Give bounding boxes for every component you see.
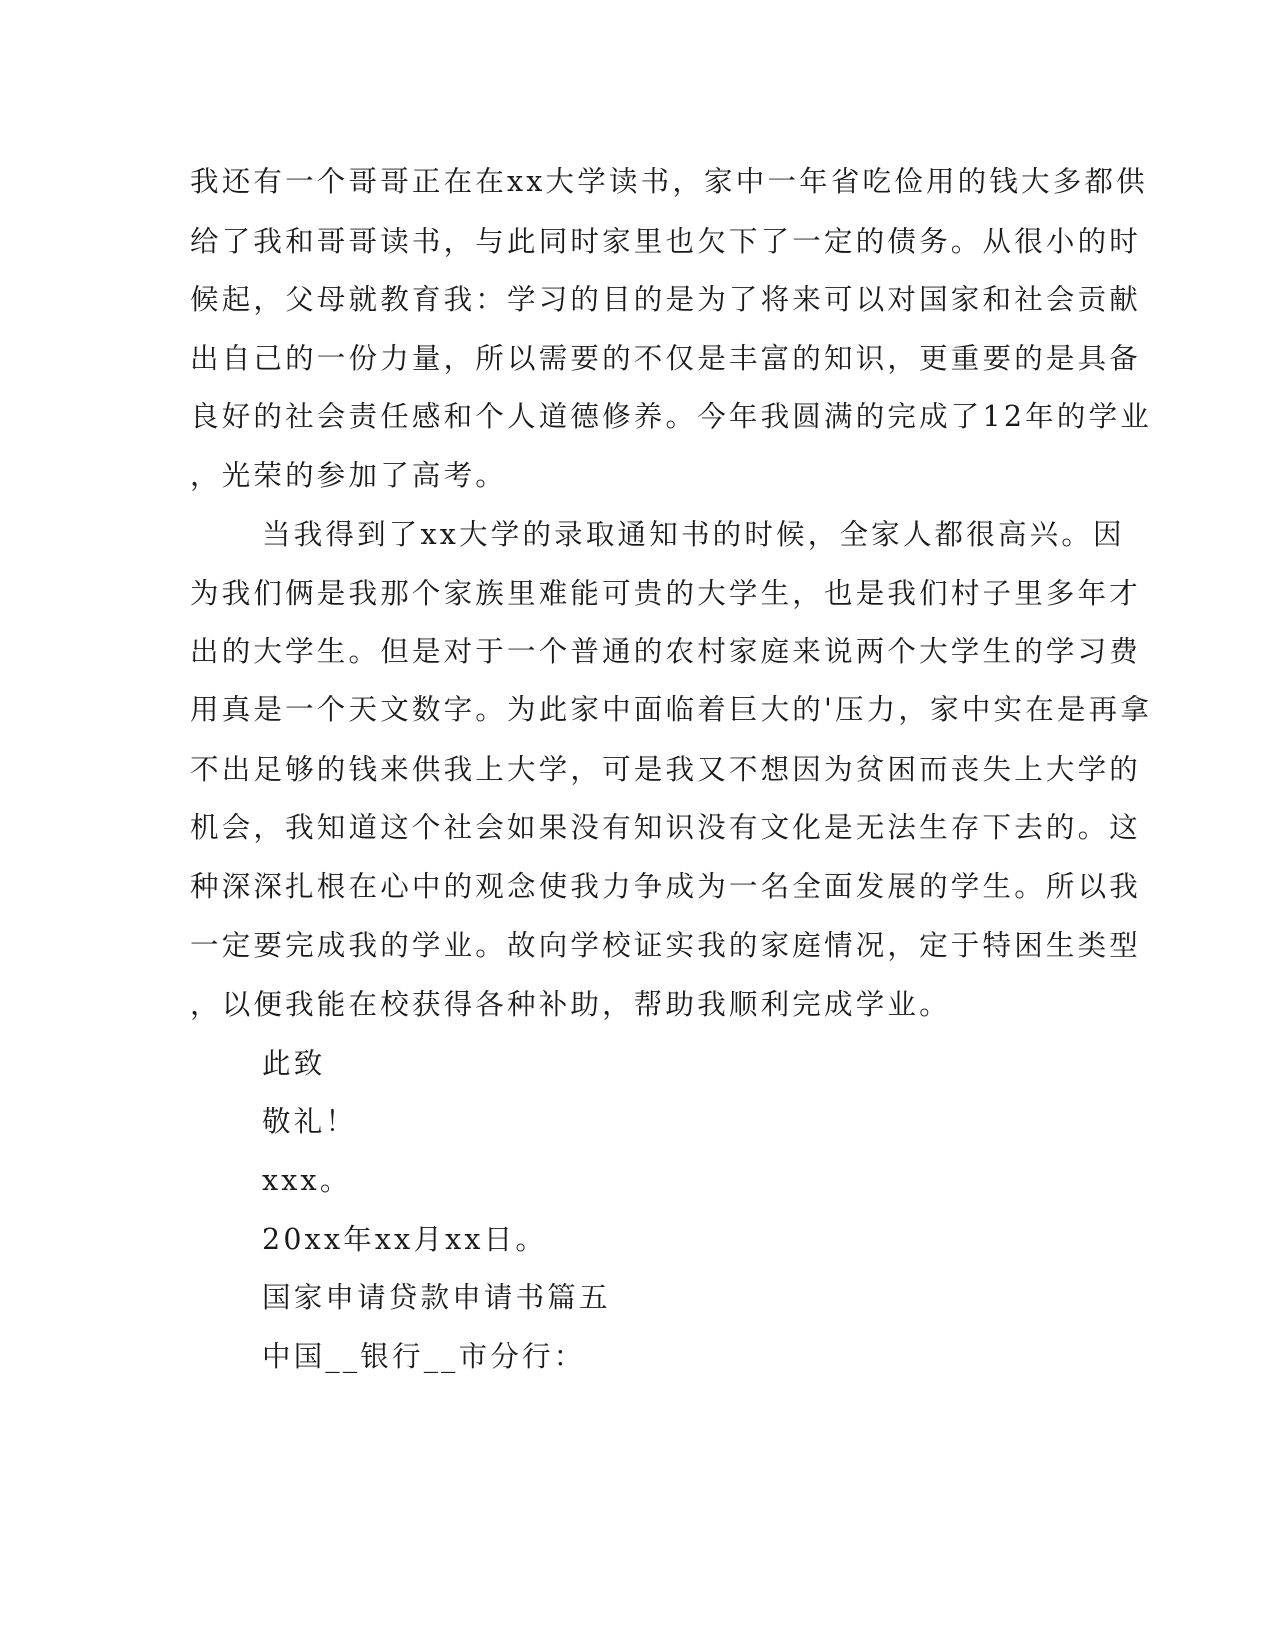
paragraph-line: 用真是一个天文数字。为此家中面临着巨大的'压力，家中实在是再拿	[190, 693, 1153, 726]
salutation: 中国__银行__市分行：	[262, 1340, 586, 1373]
paragraph-line: 良好的社会责任感和个人道德修养。今年我圆满的完成了12年的学业	[190, 400, 1152, 433]
paragraph-line: 候起，父母就教育我：学习的目的是为了将来可以对国家和社会贡献	[190, 283, 1142, 316]
paragraph-line: 给了我和哥哥读书，与此同时家里也欠下了一定的债务。从很小的时	[190, 225, 1142, 258]
paragraph-line: 为我们俩是我那个家族里难能可贵的大学生，也是我们村子里多年才	[190, 577, 1142, 610]
paragraph-line: 种深深扎根在心中的观念使我力争成为一名全面发展的学生。所以我	[190, 870, 1142, 903]
letter-date: 20xx年xx月xx日。	[262, 1223, 548, 1256]
paragraph-line: ，光荣的参加了高考。	[190, 459, 508, 492]
paragraph-line: 不出足够的钱来供我上大学，可是我又不想因为贫困而丧失上大学的	[190, 753, 1142, 786]
section-title: 国家申请贷款申请书篇五	[262, 1281, 611, 1314]
paragraph-line: ，以便我能在校获得各种补助，帮助我顺利完成学业。	[190, 988, 951, 1021]
paragraph-line: 当我得到了xx大学的录取通知书的时候，全家人都很高兴。因	[262, 518, 1125, 551]
closing-cizhi: 此致	[262, 1047, 326, 1080]
closing-jingli: 敬礼！	[262, 1105, 358, 1138]
paragraph-line: 出的大学生。但是对于一个普通的农村家庭来说两个大学生的学习费	[190, 635, 1142, 668]
paragraph-line: 一定要完成我的学业。故向学校证实我的家庭情况，定于特困生类型	[190, 929, 1142, 962]
signer-name: xxx。	[262, 1164, 352, 1197]
paragraph-line: 出自己的一份力量，所以需要的不仅是丰富的知识，更重要的是具备	[190, 342, 1142, 375]
paragraph-line: 我还有一个哥哥正在在xx大学读书，家中一年省吃俭用的钱大多都供	[190, 165, 1148, 198]
paragraph-line: 机会，我知道这个社会如果没有知识没有文化是无法生存下去的。这	[190, 811, 1142, 844]
